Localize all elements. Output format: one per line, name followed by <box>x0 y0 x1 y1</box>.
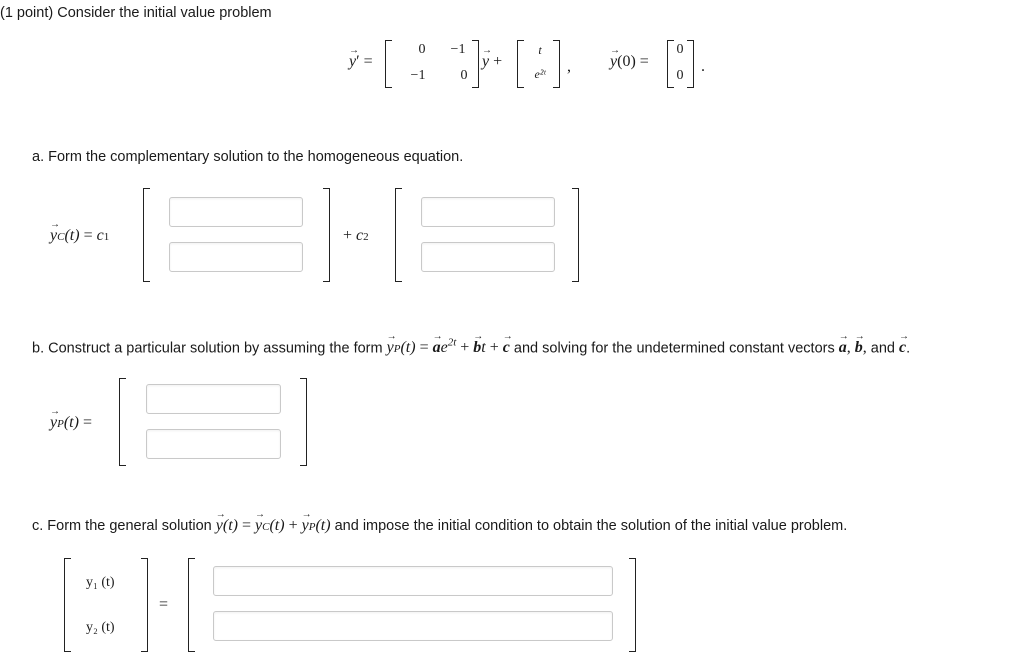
initial-condition-lhs: → y(0) = <box>610 53 649 71</box>
yp-entry2-input[interactable] <box>146 429 281 459</box>
matrix-cell: 0 <box>460 68 468 83</box>
part-c-right-bracket-2 <box>629 558 636 652</box>
points-label: (1 point) <box>0 5 54 21</box>
yc-vector2-entry2-input[interactable] <box>421 242 555 272</box>
problem-header <box>0 4 272 22</box>
matrix-cell: −1 <box>410 68 426 83</box>
part-c-left-bracket-2 <box>188 558 195 652</box>
ode-lhs: → y′ = <box>349 53 373 71</box>
matrix-cell: −1 <box>450 42 466 57</box>
part-a-plus: + c2 <box>343 227 369 244</box>
yp-entry1-input[interactable] <box>146 384 281 414</box>
part-b-lhs: → yP(t) = <box>50 414 92 433</box>
part-b-label: b. Construct a particular solution by assuming the form → yP(t) = → $ae^{2t}$ + → bt + → c and solving for the undetermined constant vectors → a, → b, and → c. <box>32 334 910 358</box>
y2-solution-input[interactable] <box>213 611 613 641</box>
problem-title: Consider the initial value problem <box>57 5 272 21</box>
yc-vector1-entry1-input[interactable] <box>169 197 303 227</box>
y1-label: y₁ (t) <box>86 575 115 590</box>
matrix-left-bracket <box>385 40 392 88</box>
part-c-left-bracket-1 <box>64 558 71 652</box>
forcing-left-bracket <box>517 40 524 88</box>
part-a-right-bracket-1 <box>323 188 330 282</box>
period: . <box>701 58 705 75</box>
part-b-right-bracket <box>300 378 307 466</box>
matrix-cell: 0 <box>418 42 426 57</box>
forcing-right-bracket <box>553 40 560 88</box>
ic-cell: 0 <box>676 42 684 57</box>
y1-solution-input[interactable] <box>213 566 613 596</box>
ic-right-bracket <box>687 40 694 88</box>
part-a-lhs: → yC(t) = c1 <box>50 227 109 246</box>
part-c-equals: = <box>159 596 169 613</box>
y2-label: y₂ (t) <box>86 620 115 635</box>
part-c-label: c. Form the general solution → y(t) = → yC(t) + → yP(t) and impose the initial condition to obtain the solution of the initial value problem. <box>32 517 847 536</box>
part-a-label: a. Form the complementary solution to the homogeneous equation. <box>32 149 464 165</box>
part-a-left-bracket-2 <box>395 188 402 282</box>
part-a-left-bracket-1 <box>143 188 150 282</box>
yc-vector1-entry2-input[interactable] <box>169 242 303 272</box>
forcing-cell: t <box>538 43 542 57</box>
ode-plus: → y + <box>482 53 502 71</box>
matrix-right-bracket <box>472 40 479 88</box>
ic-cell: 0 <box>676 68 684 83</box>
yc-vector2-entry1-input[interactable] <box>421 197 555 227</box>
forcing-cell: e²ᵗ <box>534 67 546 81</box>
part-c-right-bracket-1 <box>141 558 148 652</box>
comma: , <box>567 58 571 75</box>
part-b-left-bracket <box>119 378 126 466</box>
part-a-right-bracket-2 <box>572 188 579 282</box>
